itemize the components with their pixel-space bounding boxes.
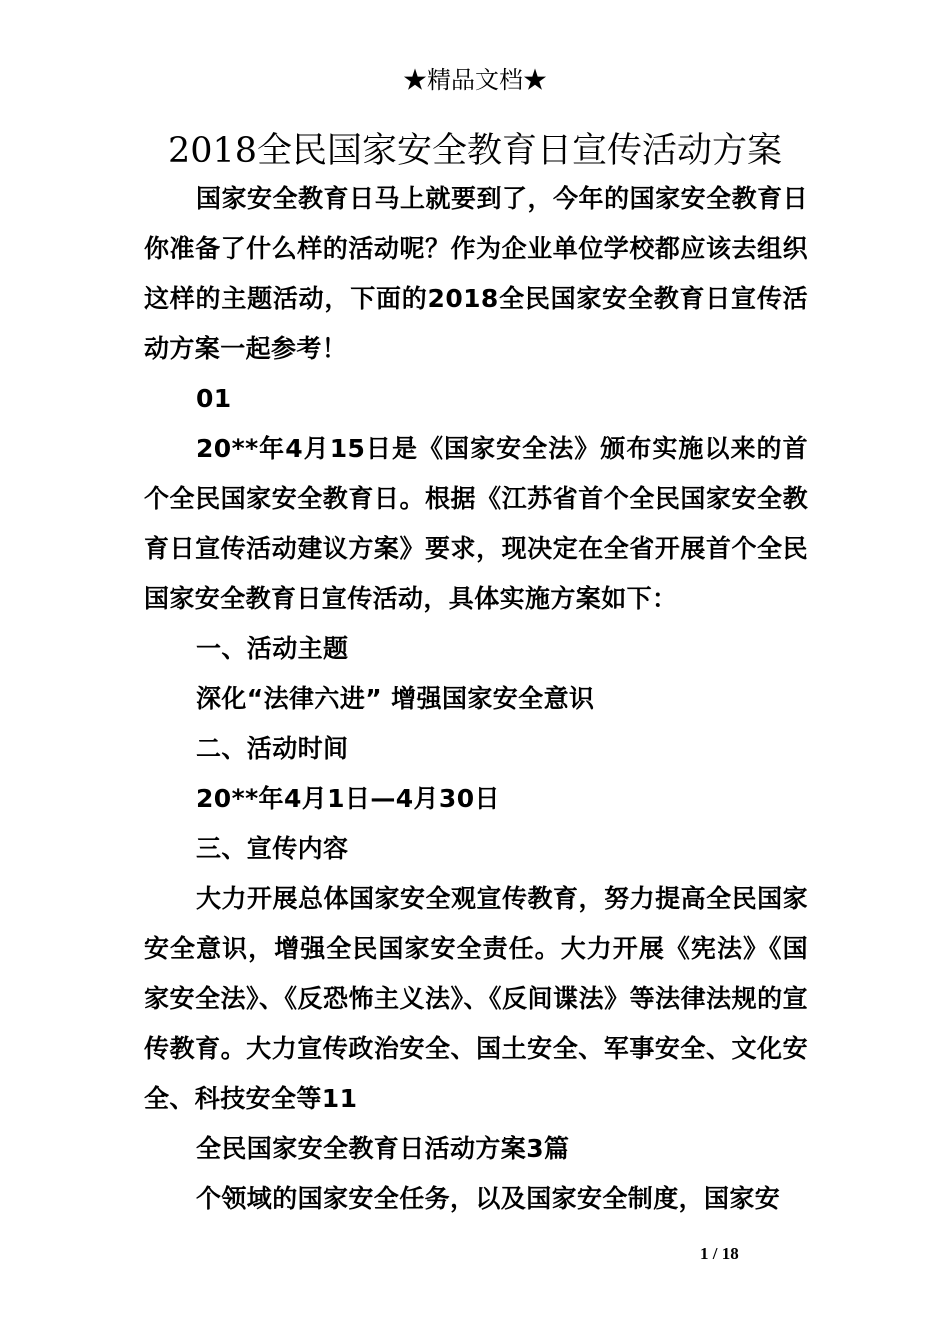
background-paragraph: 20**年4月15日是《国家安全法》颁布实施以来的首个全民国家安全教育日。根据《江苏省首个全民国家安全教育日宣传活动建议方案》要求，现决定在全省开展首个全民国家安全教育日宣传活动，具体实施方案如下： [144,434,808,613]
document-body [144,174,808,1224]
publicity-content-paragraph: 大力开展总体国家安全观宣传教育，努力提高全民国家安全意识，增强全民国家安全责任。大力开展《宪法》《国家安全法》、《反恐怖主义法》、《反间谍法》等法律法规的宣传教育。大力宣传政治安全、国土安全、军事安全、文化安全、科技安全等11 [144,884,808,1113]
section-number: 01 [196,384,232,413]
heading-publicity-content: 三、宣传内容 [196,834,349,863]
intro-paragraph: 国家安全教育日马上就要到了，今年的国家安全教育日你准备了什么样的活动呢？作为企业单位学校都应该去组织这样的主题活动，下面的2018全民国家安全教育日宣传活动方案一起参考！ [144,184,808,363]
document-title: 2018全民国家安全教育日宣传活动方案 [167,131,783,171]
page-number: 1 / 18 [700,1244,739,1263]
activity-time-text: 20**年4月1日—4月30日 [196,784,500,813]
activity-theme-text: 深化“法律六进” 增强国家安全意识 [196,684,595,713]
heading-activity-theme: 一、活动主题 [196,634,349,663]
subtitle-line: 全民国家安全教育日活动方案3篇 [196,1134,570,1163]
heading-activity-time: 二、活动时间 [196,734,349,763]
page-header: ★精品文档★ [403,66,547,94]
continuation-line: 个领域的国家安全任务，以及国家安全制度，国家安 [196,1184,781,1213]
